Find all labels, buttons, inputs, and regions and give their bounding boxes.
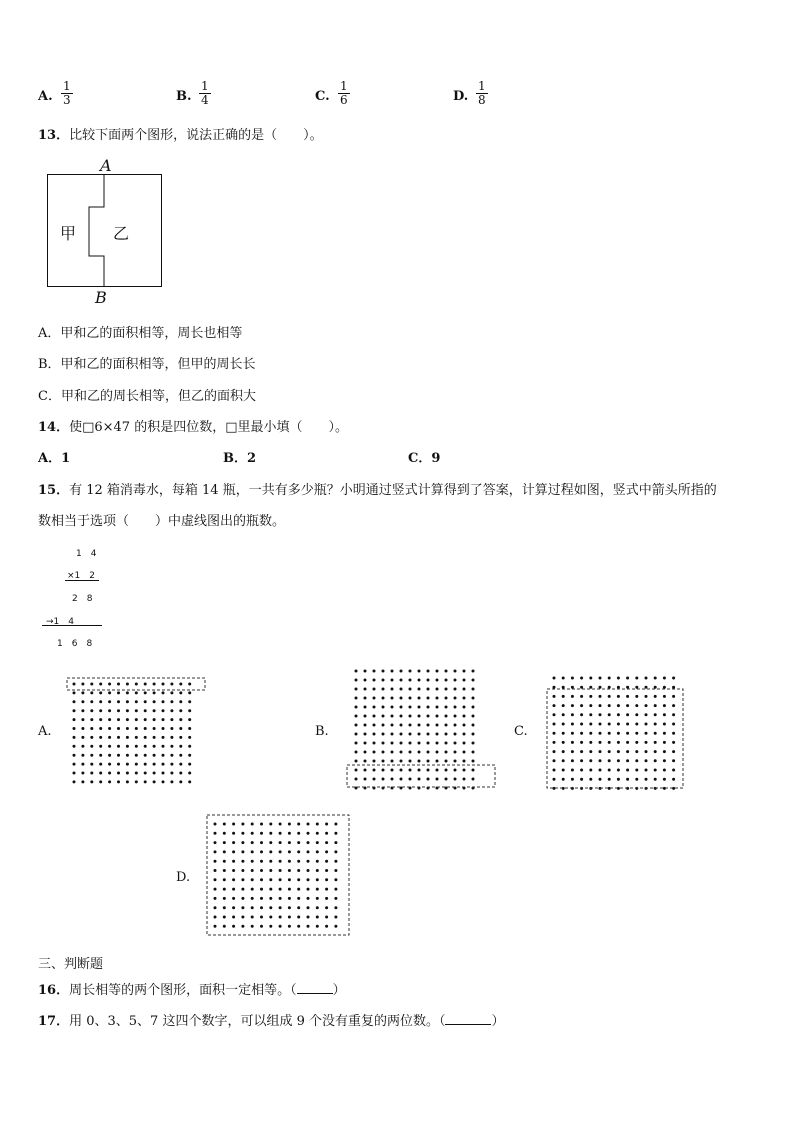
calc-row-4: →1 4	[46, 617, 74, 627]
calc-row-2: ×1 2	[67, 571, 95, 581]
q14-question	[38, 416, 348, 435]
q12-option-d-fraction: 1 8	[478, 79, 486, 107]
q17-answer-blank[interactable]	[445, 1024, 491, 1025]
q14-number: 14．	[38, 420, 70, 435]
dot-array	[214, 823, 338, 928]
q14-option-a: A．1	[38, 451, 71, 466]
q13-question	[38, 124, 323, 143]
calc-row-1: 1 4	[76, 549, 97, 559]
q13-option-c: C．甲和乙的周长相等，但乙的面积大	[38, 389, 256, 404]
q12-option-c-fraction: 1 6	[340, 79, 348, 107]
dashed-highlight-lower-rows	[547, 689, 683, 788]
q17-text: 用 0、3、5、7 这四个数字，可以组成 9 个没有重复的两位数。（	[69, 1014, 446, 1029]
q14-option-c: C．9	[408, 451, 441, 466]
dot-array	[355, 670, 475, 790]
q15-question-line2: 数相当于选项（ ）中虚线图出的瓶数。	[38, 514, 286, 529]
q12-option-a-label: A.	[38, 89, 53, 104]
dot-grid-option-d	[203, 812, 355, 940]
q15-option-c-label: C.	[514, 724, 528, 739]
q15-question-line1	[38, 479, 717, 498]
figure-label-b: B	[95, 288, 107, 307]
q12-option-b-label: B.	[176, 89, 192, 104]
q15-option-b-label: B.	[315, 724, 329, 739]
q16-number: 16．	[38, 983, 70, 998]
calc-line-1	[65, 580, 99, 581]
dot-grid-option-b	[344, 664, 504, 794]
q15-option-a-label: A.	[38, 724, 52, 739]
q12-option-c-label: C.	[315, 89, 330, 104]
q13-option-b: B．甲和乙的面积相等，但甲的周长长	[38, 357, 256, 372]
dot-array	[73, 683, 192, 784]
q14-option-b: B．2	[223, 451, 257, 466]
calc-row-5: 1 6 8	[57, 639, 93, 649]
q13-number: 13．	[38, 128, 70, 143]
q17-number: 17．	[38, 1014, 70, 1029]
q13-option-a: A．甲和乙的面积相等，周长也相等	[38, 326, 243, 341]
q12-option-d-label: D.	[453, 89, 469, 104]
dot-grid-option-a	[60, 674, 210, 794]
q16-answer-blank[interactable]	[297, 993, 333, 994]
figure-label-jia: 甲	[60, 224, 77, 243]
section-title: 三、判断题	[38, 957, 104, 972]
q15-option-d-label: D.	[176, 870, 191, 885]
q15-number: 15．	[38, 483, 70, 498]
q16-text: 周长相等的两个图形，面积一定相等。（	[69, 983, 297, 998]
figure-label-yi: 乙	[113, 224, 130, 243]
calc-line-2	[42, 625, 102, 626]
q16-close: ）	[332, 983, 346, 998]
figure-label-a: A	[100, 156, 112, 175]
q13-text: 比较下面两个图形，说法正确的是（ ）。	[69, 128, 323, 143]
q12-option-b-fraction: 1 4	[201, 79, 209, 107]
q12-option-a-fraction: 1 3	[63, 79, 71, 107]
q17-question	[38, 1010, 505, 1029]
calc-row-3: 2 8	[72, 594, 93, 604]
dot-grid-option-c	[544, 670, 689, 795]
dashed-highlight-bottom-rows	[347, 765, 495, 787]
q16-question	[38, 979, 346, 998]
q15-text-line1: 有 12 箱消毒水，每箱 14 瓶，一共有多少瓶？小明通过竖式计算得到了答案，计算过程如图，竖式中箭头所指的	[69, 483, 717, 498]
q14-text: 使□6×47 的积是四位数，□里最小填（ ）。	[69, 420, 348, 435]
q17-close: ）	[491, 1014, 505, 1029]
dot-array	[553, 677, 676, 790]
